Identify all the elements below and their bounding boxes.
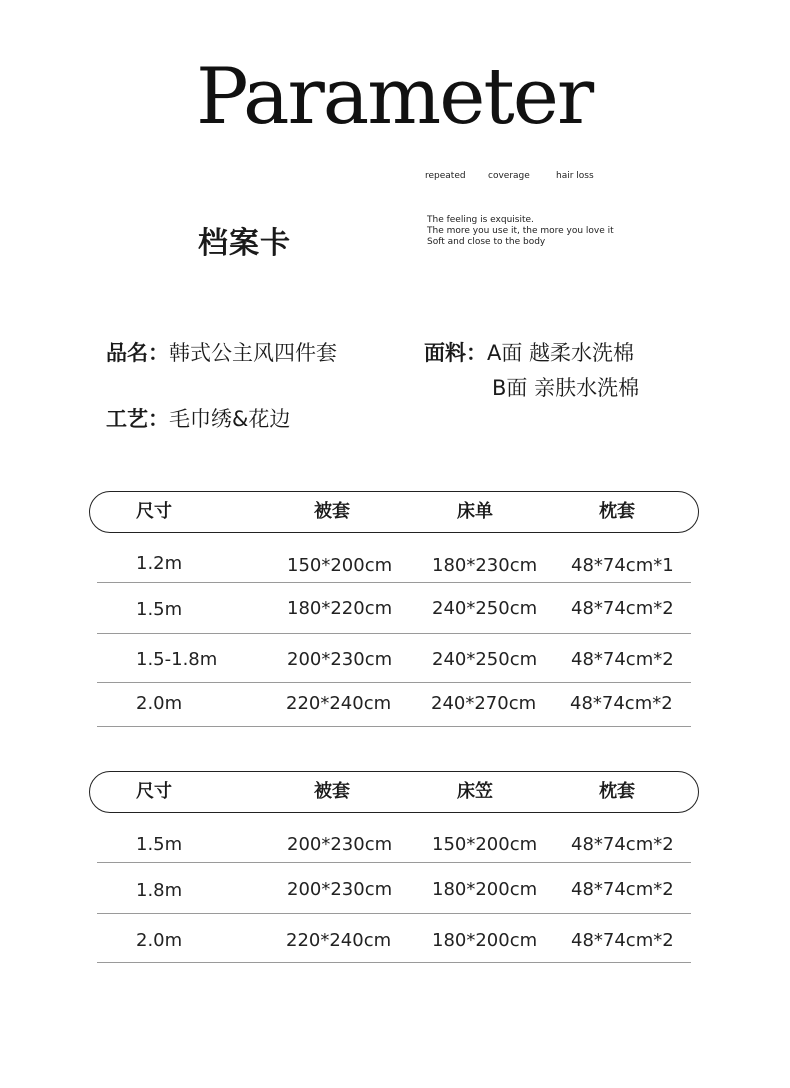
table2-header-fitted-sheet: 床笠	[457, 781, 493, 802]
table-cell: 180*220cm	[287, 598, 393, 619]
table2-header-duvet: 被套	[314, 781, 350, 802]
table-cell: 150*200cm	[432, 834, 538, 855]
description-line: The more you use it, the more you love it	[427, 226, 614, 236]
tag-repeated: repeated	[425, 171, 466, 181]
table-cell: 48*74cm*2	[571, 649, 674, 670]
table-cell: 48*74cm*2	[571, 598, 674, 619]
table-cell: 240*270cm	[431, 693, 537, 714]
product-craft	[106, 403, 290, 433]
table1-header-duvet: 被套	[314, 501, 350, 522]
table1-header-sheet: 床单	[457, 501, 493, 522]
table-row	[97, 863, 691, 914]
table-cell: 200*230cm	[287, 879, 393, 900]
table1-header-pillowcase: 枕套	[599, 501, 635, 522]
table-row	[97, 683, 691, 727]
tag-hair-loss: hair loss	[556, 171, 594, 181]
table-cell: 1.5-1.8m	[136, 649, 218, 670]
page-title: Parameter	[196, 52, 593, 142]
table-cell: 180*230cm	[432, 555, 538, 576]
table2-header-pillowcase: 枕套	[599, 781, 635, 802]
table-cell: 48*74cm*2	[571, 879, 674, 900]
table-cell: 1.8m	[136, 880, 183, 901]
table1-header-size: 尺寸	[136, 501, 172, 522]
table2-header-size: 尺寸	[136, 781, 172, 802]
description-block	[427, 215, 614, 248]
table-cell: 2.0m	[136, 930, 183, 951]
tag-coverage: coverage	[488, 171, 530, 181]
table-cell: 150*200cm	[287, 555, 393, 576]
table-cell: 48*74cm*2	[570, 693, 673, 714]
table-cell: 200*230cm	[287, 834, 393, 855]
table-cell: 1.5m	[136, 834, 183, 855]
table-row	[97, 914, 691, 963]
table-cell: 240*250cm	[432, 598, 538, 619]
table-cell: 220*240cm	[286, 930, 392, 951]
table-cell: 220*240cm	[286, 693, 392, 714]
table-cell: 48*74cm*2	[571, 930, 674, 951]
product-fabric	[424, 337, 634, 367]
product-name-value: 韩式公主风四件套	[169, 341, 337, 365]
table-row	[97, 537, 691, 583]
table-cell: 48*74cm*1	[571, 555, 674, 576]
table-cell: 1.5m	[136, 599, 183, 620]
table-cell: 180*200cm	[432, 879, 538, 900]
table-cell: 180*200cm	[432, 930, 538, 951]
page-subtitle: 档案卡	[198, 226, 291, 261]
product-fabric-b: B面 亲肤水洗棉	[492, 376, 640, 400]
table1-header	[89, 491, 699, 533]
product-fabric-a: A面 越柔水洗棉	[487, 341, 635, 365]
table-cell: 48*74cm*2	[571, 834, 674, 855]
table-cell: 1.2m	[136, 553, 183, 574]
table-row	[97, 815, 691, 863]
description-line: Soft and close to the body	[427, 237, 546, 247]
product-craft-value: 毛巾绣&花边	[169, 407, 291, 431]
product-name	[106, 337, 337, 367]
table-cell: 200*230cm	[287, 649, 393, 670]
table-cell: 2.0m	[136, 693, 183, 714]
table-cell: 240*250cm	[432, 649, 538, 670]
product-fabric-label: 面料：	[424, 341, 487, 365]
description-line: The feeling is exquisite.	[427, 215, 534, 225]
product-craft-label: 工艺：	[106, 407, 169, 431]
table2-header	[89, 771, 699, 813]
table-row	[97, 634, 691, 683]
table-row	[97, 583, 691, 634]
product-name-label: 品名：	[106, 341, 169, 365]
